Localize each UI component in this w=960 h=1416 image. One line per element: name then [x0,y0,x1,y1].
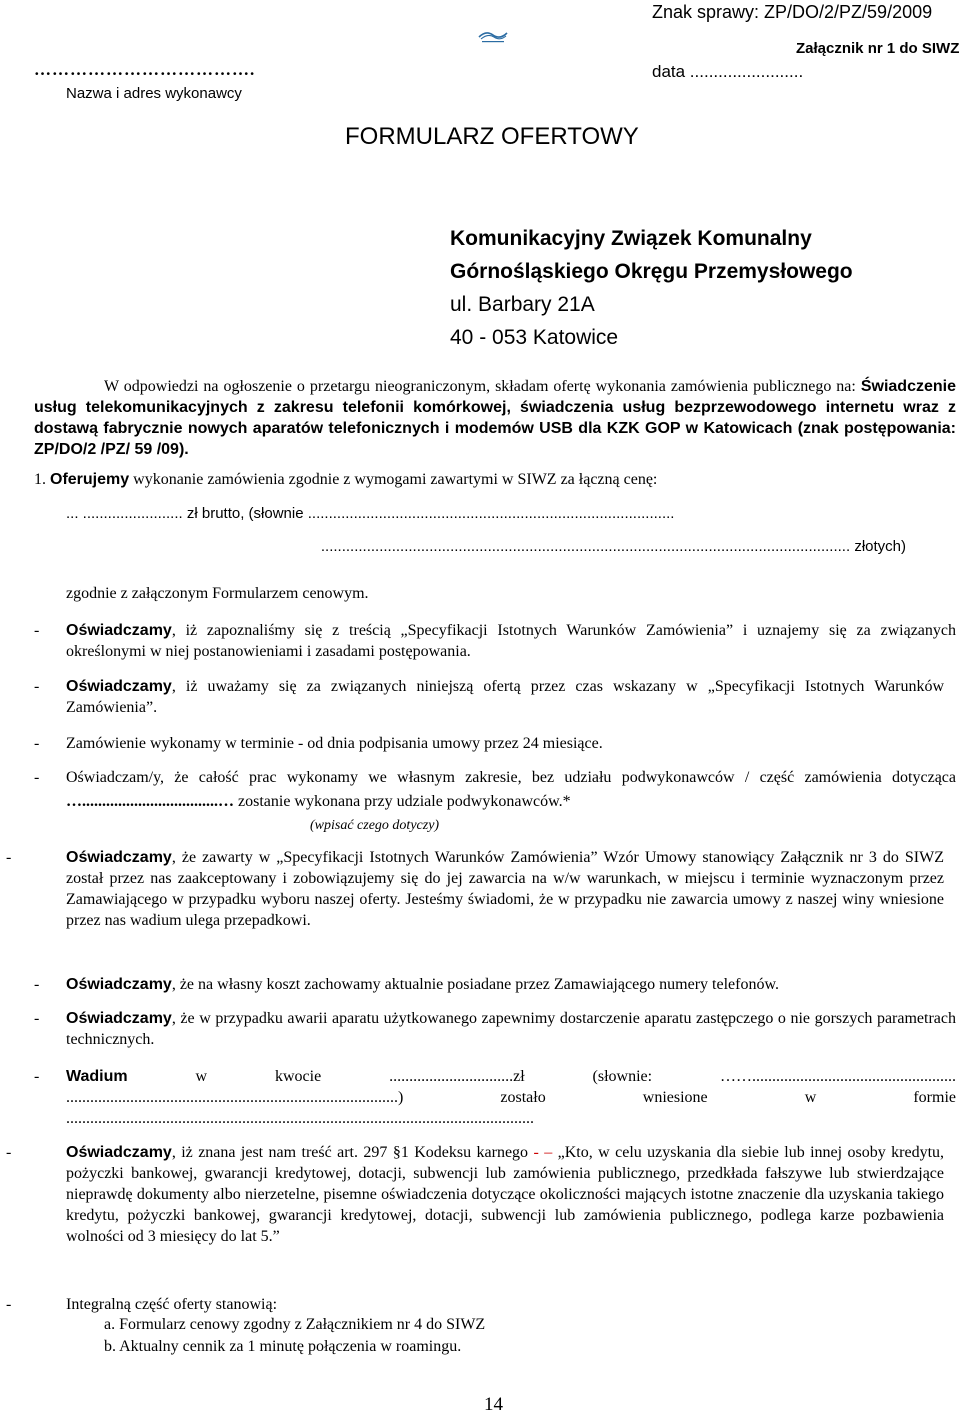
item-bold-lead: Oferujemy [50,471,130,488]
contractor-label: Nazwa i adres wykonawcy [66,85,242,102]
recipient-street: ul. Barbary 21A [450,293,595,316]
statement-text: Zamówienie wykonamy w terminie - od dnia podpisania umowy przez 24 miesiące. [66,735,603,752]
contractor-name-placeholder: ………………………………. [34,60,256,79]
criminal-code-quote: „Kto, w celu uzyskania dla siebie lub innej osoby kredytu, pożyczki bankowej, gwarancji kredytowej, dotacji, subwencji lub zamówienia publicznego, przedkłada fałszywe lub stwierdzające nieprawdę dokumenty albo nierzetelne, pisemne oświadczenia dotyczące okoliczności mających istotne znaczenie dla uzyskania takiego kredytu, pożyczki bankowej, gwarancji kredytowej, dotacji, subwencji lub zamówienia publicznego, podlega karze pozbawienia wolności od 3 miesięcy do lat 5.” [66,1144,945,1245]
bullet-dash: - [34,678,40,695]
recipient-name-line2: Górnośląskiego Okręgu Przemysłowego [450,260,853,283]
recipient-name-line1: Komunikacyjny Związek Komunalny [450,227,812,250]
statement-contract-acceptance [0,847,944,931]
statement-lead: Oświadczamy [66,849,172,866]
statement-sivz-acknowledgement [34,620,956,662]
page-title: FORMULARZ OFERTOWY [345,123,639,150]
bullet-dash: - [34,1010,40,1027]
price-line-1: ... ........................ zł brutto, (słownie ........................................................................................ [66,505,675,522]
statement-lead: Oświadczamy [66,622,172,639]
statement-lead: Oświadczamy [66,678,172,695]
statement-text: , iż uważamy się za związanych niniejszą ofertą przez czas wskazany w „Specyfikacji Istotnych Warunków Zamówienia”. [66,678,944,716]
annex-item-b: b. Aktualny cennik za 1 minutę połączenia w roamingu. [104,1338,462,1355]
bullet-dash: - [6,1296,12,1313]
case-reference: Znak sprawy: ZP/DO/2/PZ/59/2009 [652,2,933,22]
statement-offer-binding [34,676,944,718]
price-line-2: ............................................................................................................................... złotych) [320,538,906,555]
statement-criminal-code [0,1142,944,1247]
deposit-amount: w kwocie ...............................zł (słownie: ……................................................... [127,1068,956,1085]
bullet-dash: - [34,976,40,993]
statement-lead: Wadium [66,1068,128,1085]
price-note: zgodnie z załączonym Formularzem cenowym. [66,585,369,602]
annex-label: Załącznik nr 1 do SIWZ [796,40,960,57]
statement-lead: Oświadczamy [66,1144,172,1161]
statement-text: , że zawarty w „Specyfikacji Istotnych Warunków Zamówienia” Wzór Umowy stanowiący Załącznik nr 3 do SIWZ został przez nas zaakceptowany i zobowiązujemy się do jej zawarcia na w/w warunkach, w miejscu i terminie wyznaczonym przez Zamawiającego w przypadku wyboru naszej oferty. Jesteśmy świadomi, że w przypadku nie zawarcia umowy z naszej winy wniesione przez nas wadium ulega przepadkowi. [66,849,944,929]
page-number: 14 [484,1394,503,1415]
deposit-line-1 [66,1066,956,1087]
bullet-dash: - [6,849,12,866]
recipient-city: 40 - 053 Katowice [450,326,619,349]
bullet-dash: - [34,622,40,639]
statement-deadline [34,733,956,754]
subcontract-scope-placeholder: …..................................… [66,793,234,810]
bullet-dash: - [6,1144,12,1161]
statement-text: , iż znana jest nam treść art. 297 §1 Kodeksu karnego [171,1144,534,1161]
subcontract-hint: (wpisać czego dotyczy) [310,818,440,833]
deposit-line-3: ..................................................................................................................... [66,1110,534,1127]
annex-item-a: a. Formularz cenowy zgodny z Załącznikiem nr 4 do SIWZ [104,1316,486,1333]
statement-deposit [34,1066,956,1129]
deposit-line-2: ...................................................................................) zostało wniesione w formie [66,1089,956,1106]
bullet-dash: - [34,735,40,752]
statement-subcontractors [34,766,956,814]
date-field: data ........................ [652,62,804,81]
statement-text: , że w przypadku awarii aparatu użytkowanego zapewnimy dostarczenie aparatu zastępczego o nie gorszych parametrach technicznych. [66,1010,956,1048]
statement-lead: Oświadczamy [66,1010,172,1027]
intro-text: W odpowiedzi na ogłoszenie o przetargu nieograniczonym, składam ofertę wykonania zamówienia publicznego na: [104,378,861,395]
bullet-dash: - [34,1068,40,1085]
statement-text: , że na własny koszt zachowamy aktualnie posiadane przez Zamawiającego numery telefonów. [171,976,779,993]
statement-offer-annexes [0,1294,944,1315]
item-text: wykonanie zamówienia zgodnie z wymogami zawartymi w SIWZ za łączną cenę: [129,471,658,488]
statement-text: Integralną część oferty stanowią: [66,1296,278,1313]
statement-phone-numbers [34,974,956,995]
statement-text: , iż zapoznaliśmy się z treścią „Specyfikacji Istotnych Warunków Zamówienia” i uznajemy się za związanych określonymi w niej postanowieniami i zasadami postępowania. [66,622,956,660]
statement-text: Oświadczam/y, że całość prac wykonamy we własnym zakresie, bez udziału podwykonawców / część zamówienia dotycząca [66,769,956,786]
tender-subject: Świadczenie usług telekomunikacyjnych z zakresu telefonii komórkowej, świadczenia usług bezprzewodowego internetu wraz z dostawą fabrycznie nowych aparatów telefonicznych i modemów USB dla KZK GOP w Katowicach (znak postępowania: ZP/DO/2 /PZ/ 59 /09). [34,378,956,458]
offer-item-1 [34,469,956,490]
statement-lead: Oświadczamy [66,976,172,993]
bullet-dash: - [34,769,40,786]
statement-text-end: zostanie wykonana przy udziale podwykonawców.* [234,793,571,810]
organization-logo-icon [476,28,510,44]
statement-replacement-device [34,1008,956,1050]
red-dash: - – [533,1144,553,1161]
item-number: 1. [34,471,46,488]
intro-paragraph [34,376,956,460]
